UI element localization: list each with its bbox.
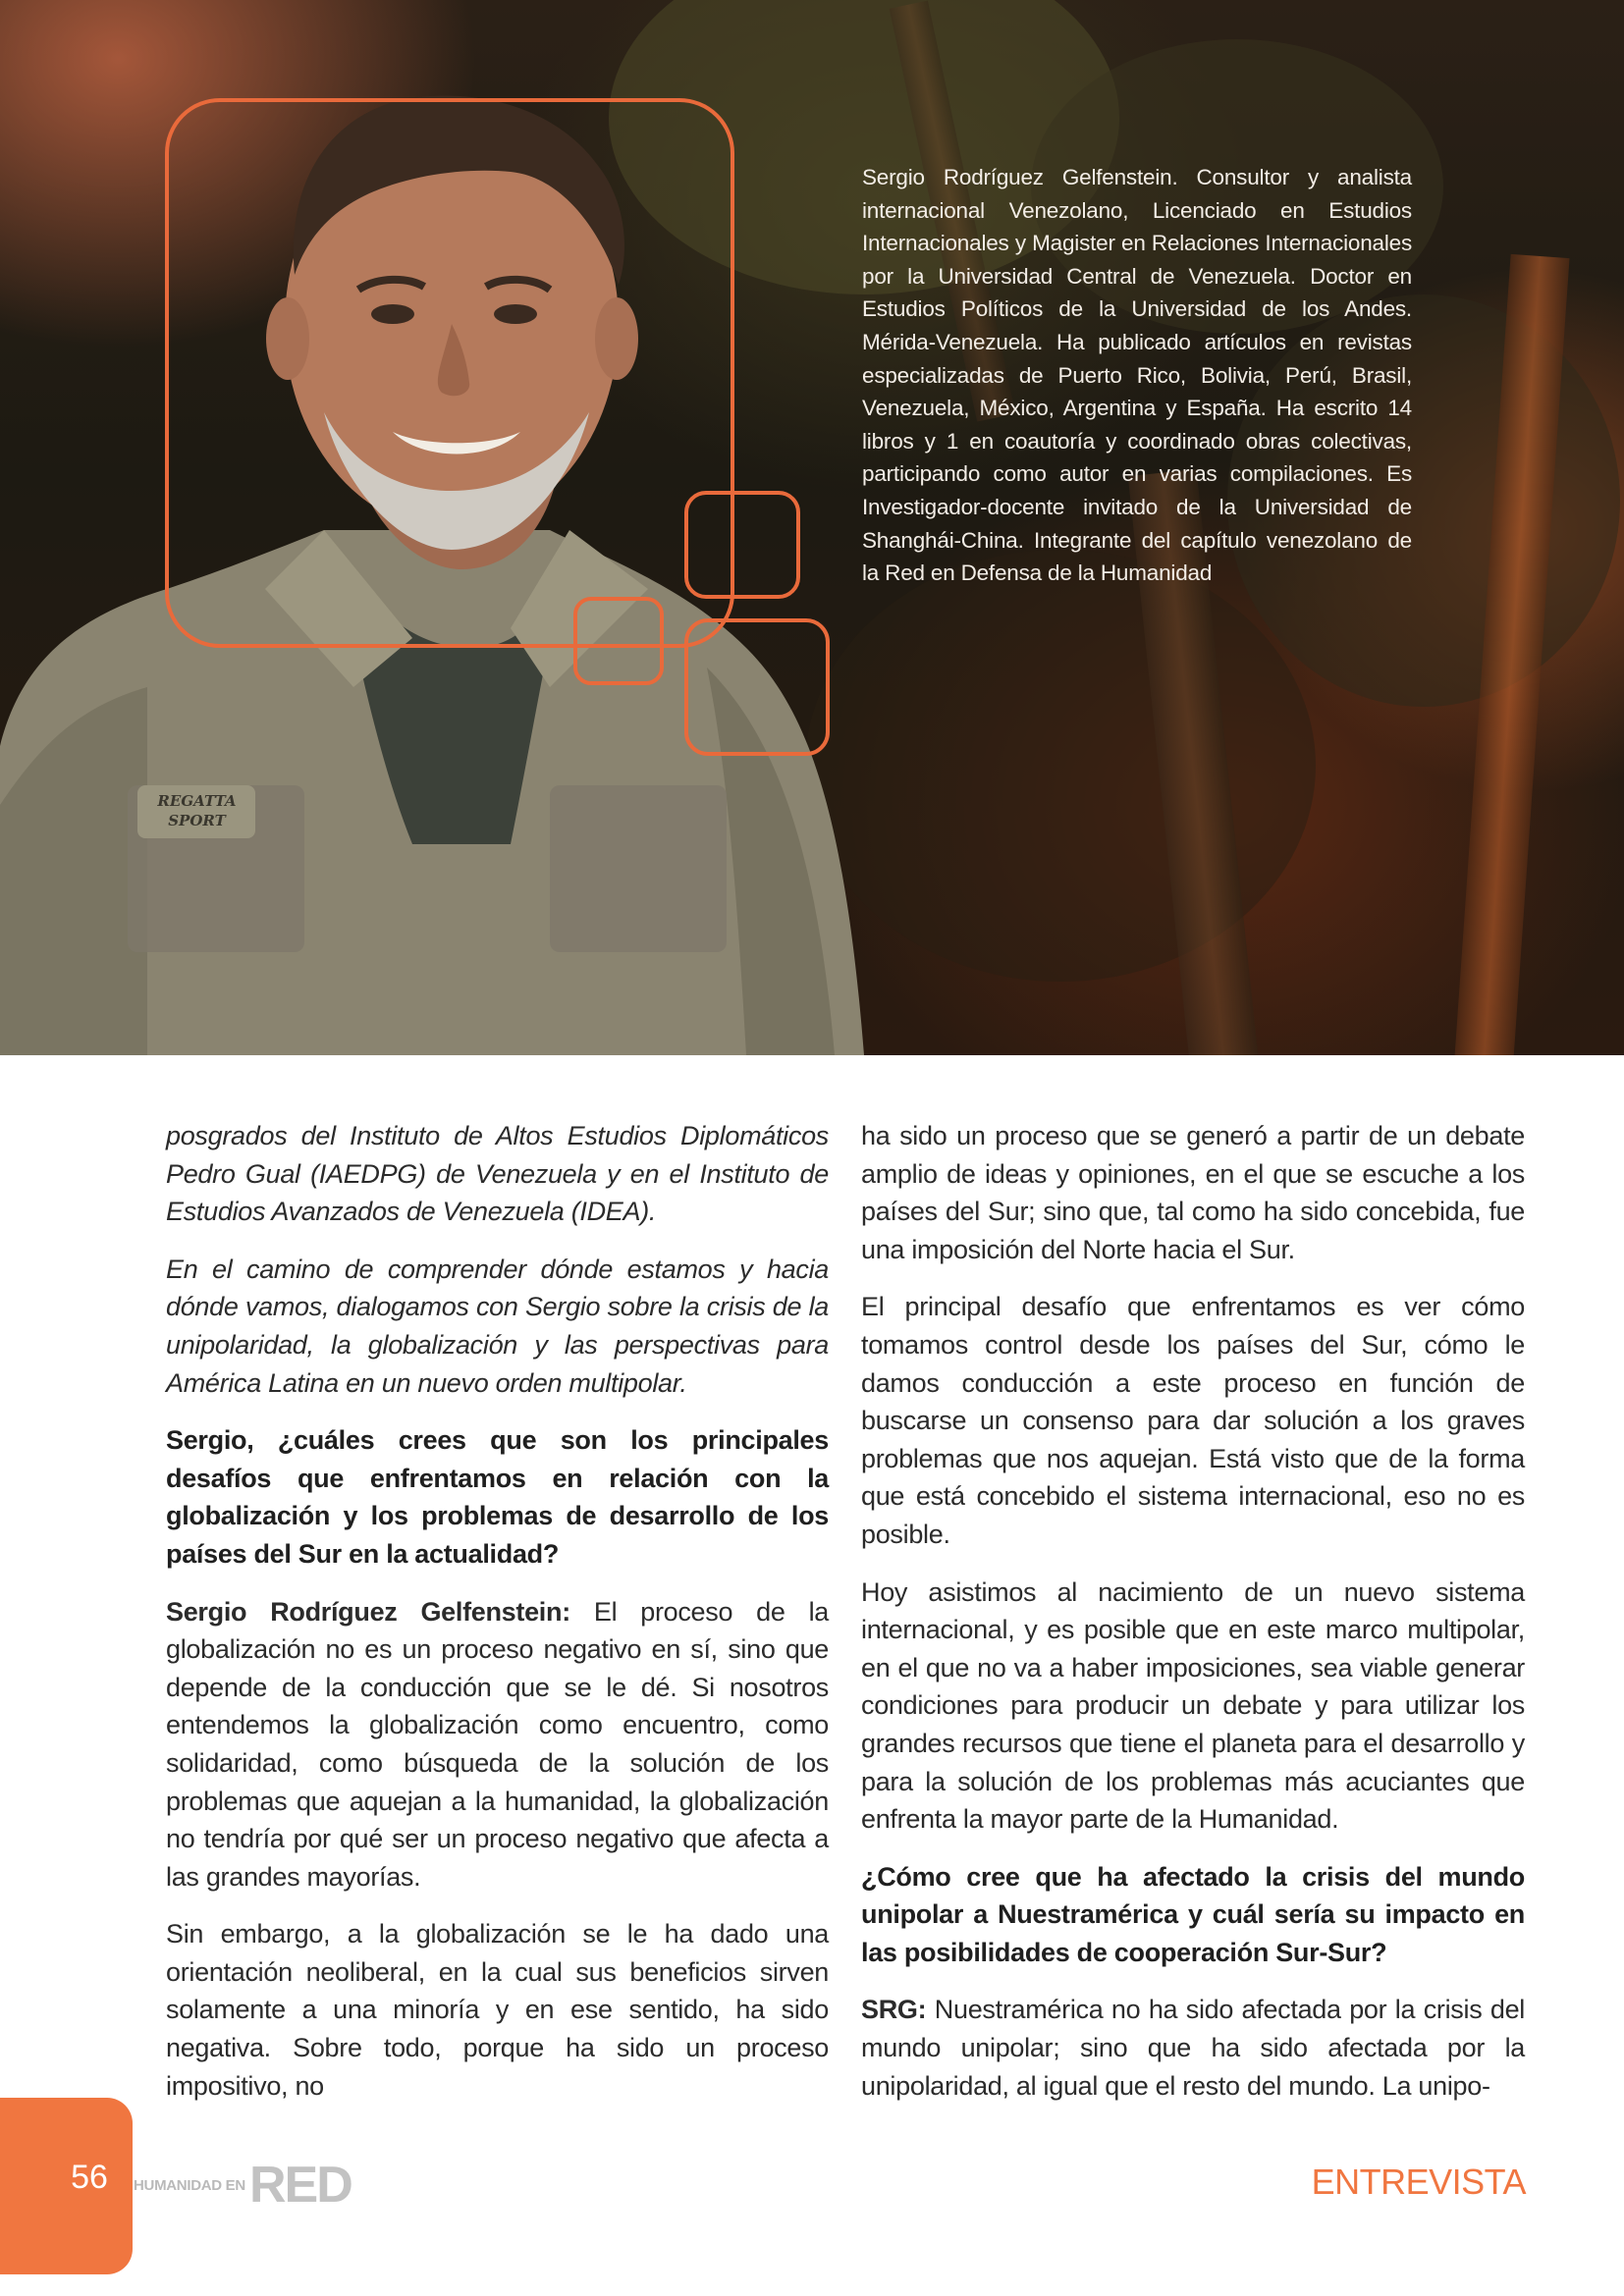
body-paragraph: ha sido un proceso que se generó a partir de un debate amplio de ideas y opiniones, en el que se escuche a los países del Sur; sino que, tal como ha sido concebida, fue una imposición del Norte hacia el Sur. (861, 1121, 1525, 1264)
hero-photo (0, 0, 1624, 1055)
shirt-pocket (550, 785, 727, 952)
interview-answer: Sin embargo, a la globalización se le ha dado una orientación neoliberal, en la cual sus beneficios sirven solamente a una minoría y en ese sentido, ha sido negativa. Sobre todo, porque ha sido un proceso impositivo, no (166, 1919, 829, 2101)
interview-question: ¿Cómo cree que ha afectado la crisis del mundo unipolar a Nuestramérica y cuál sería su impacto en las posibilidades de cooperación Sur-Sur? (861, 1861, 1525, 1967)
shirt-patch-text: REGATTA SPORT (157, 792, 237, 829)
orange-frame-small (573, 597, 664, 685)
speaker-name: SRG: (861, 1995, 927, 2025)
orange-frame-large (165, 98, 734, 648)
page-number: 56 (71, 2159, 108, 2196)
magazine-logo (134, 2157, 369, 2214)
right-column (861, 1117, 1525, 2124)
logo-small-text: HUMANIDAD EN (134, 2177, 245, 2194)
interview-question: Sergio, ¿cuáles crees que son los principales desafíos que enfrentamos en relación con la globalización y los problemas de desarrollo de los países del Sur en la actualidad? (166, 1425, 829, 1569)
author-bio: Sergio Rodríguez Gelfenstein. Consultor y analista internacional Venezolano, Licenciado en Estudios Internacionales y Magister en Relaciones Internacionales por la Universidad Central de Venezuela. Doctor en Estudios Políticos de la Universidad de los Andes. Mérida-Venezuela. Ha publicado artículos en revistas especializadas de Puerto Rico, Bolivia, Perú, Brasil, Venezuela, México, Argentina y España. Ha escrito 14 libros y 1 en coautoría y coordinado obras colectivas, participando como autor en varias compilaciones. Es Investigador-docente invitado de la Universidad de Shanghái-China. Integrante del capítulo venezolano de la Red en Defensa de la Humanidad (862, 165, 1412, 586)
speaker-name: Sergio Rodríguez Gelfenstein: (166, 1596, 570, 1627)
orange-frame-medium (684, 491, 800, 599)
section-label: ENTREVISTA (1311, 2162, 1526, 2202)
intro-paragraph: posgrados del Instituto de Altos Estudios Diplomáticos Pedro Gual (IAEDPG) de Venezuela y en el Instituto de Estudios Avanzados de Venezuela (IDEA). (166, 1121, 829, 1227)
body-paragraph: El principal desafío que enfrentamos es ver cómo tomamos control desde los países del Sur, cómo le damos conducción a este proceso en función de buscarse un consenso para dar solución a los graves problemas que nos aquejan. Está visto que de la forma que está concebido el sistema internacional, eso no es posible. (861, 1292, 1525, 1549)
answer-text: El proceso de la globalización no es un proceso negativo en sí, sino que depende de la conducción que se le dé. Si nosotros entendemos la globalización como encuentro, como solidaridad, como búsqueda de la solución de los problemas que aquejan a la humanidad, la globalización no tendría por qué ser un proceso negativo que afecta a las grandes mayorías. (166, 1596, 829, 1892)
body-paragraph: Hoy asistimos al nacimiento de un nuevo sistema internacional, y es posible que en este marco multipolar, en el que no va a haber imposiciones, sea viable generar condiciones para producir un debate y para utilizar los grandes recursos que tiene el planeta para el desarrollo y para la solución de los problemas más acuciantes que enfrenta la mayor parte de la Humanidad. (861, 1576, 1525, 1835)
left-column (166, 1117, 829, 2124)
interview-answer (166, 1593, 829, 1896)
interview-answer (861, 1991, 1525, 2105)
answer-text: Nuestramérica no ha sido afectada por la crisis del mundo unipolar; sino que ha sido afectada por la unipolaridad, al igual que el resto del mundo. La unipo- (861, 1995, 1525, 2101)
intro-paragraph: En el camino de comprender dónde estamos y hacia dónde vamos, dialogamos con Sergio sobre la crisis de la unipolaridad, la globalización y las perspectivas para América Latina en un nuevo orden multipolar. (166, 1254, 829, 1398)
orange-frame-bottom (684, 618, 830, 756)
logo-big-text: RED (249, 2157, 352, 2214)
